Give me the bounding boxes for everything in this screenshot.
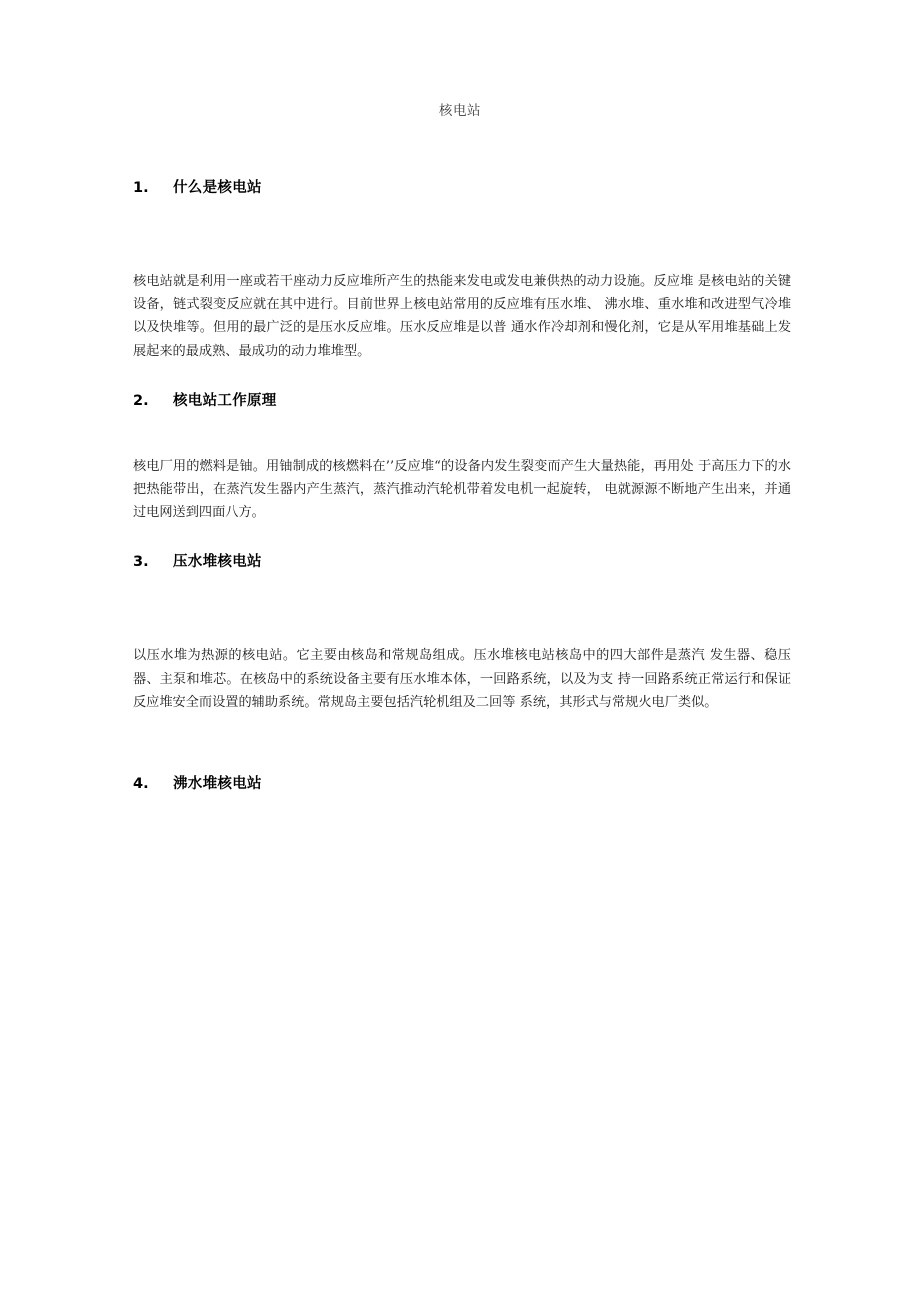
spacer	[133, 363, 791, 391]
section-paragraph-1: 核电站就是利用一座或若干座动力反应堆所产生的热能来发电或发电兼供热的动力设施。反应堆 是核电站的关键设备，链式裂变反应就在其中进行。目前世界上核电站常用的反应堆有压水堆、 沸水堆、重水堆和改进型气冷堆以及快堆等。但用的最广泛的是压水反应堆。压水反应堆是以普 通水作冷却剂和慢化剂，它是从军用堆基础上发展起来的最成熟、最成功的动力堆堆型。	[133, 274, 791, 359]
section-number-2: 2.	[133, 392, 149, 409]
section-heading-1	[133, 178, 791, 198]
section-title-4: 沸水堆核电站	[173, 776, 262, 793]
section-heading-2	[133, 391, 791, 411]
section-title-2: 核电站工作原理	[173, 392, 277, 409]
spacer	[133, 198, 791, 270]
section-heading-3	[133, 552, 791, 572]
spacer	[133, 714, 791, 774]
section-number-4: 4.	[133, 776, 149, 793]
section-heading-4	[133, 774, 791, 794]
section-title-3: 压水堆核电站	[173, 554, 262, 571]
spacer	[133, 572, 791, 644]
section-paragraph-3: 以压水堆为热源的核电站。它主要由核岛和常规岛组成。压水堆核电站核岛中的四大部件是蒸汽 发生器、稳压器、主泵和堆芯。在核岛中的系统设备主要有压水堆本体，一回路系统，以及为支 持一回路系统正常运行和保证反应堆安全而设置的辅助系统。常规岛主要包括汽轮机组及二回等 系统，其形式与常规火电厂类似。	[133, 648, 791, 710]
section-title-1: 什么是核电站	[173, 180, 262, 196]
spacer	[133, 411, 791, 455]
section-paragraph-2: 核电厂用的燃料是铀。用铀制成的核燃料在’’反应堆“的设备内发生裂变而产生大量热能，再用处 于高压力下的水把热能带出，在蒸汽发生器内产生蒸汽，蒸汽推动汽轮机带着发电机一起旋转， 电就源源不断地产生出来，并通过电网送到四面八方。	[133, 458, 791, 521]
document-body	[133, 178, 791, 794]
section-number-1: 1.	[133, 180, 149, 196]
spacer	[133, 524, 791, 552]
section-number-3: 3.	[133, 554, 149, 571]
document-title: 核电站	[438, 103, 482, 119]
